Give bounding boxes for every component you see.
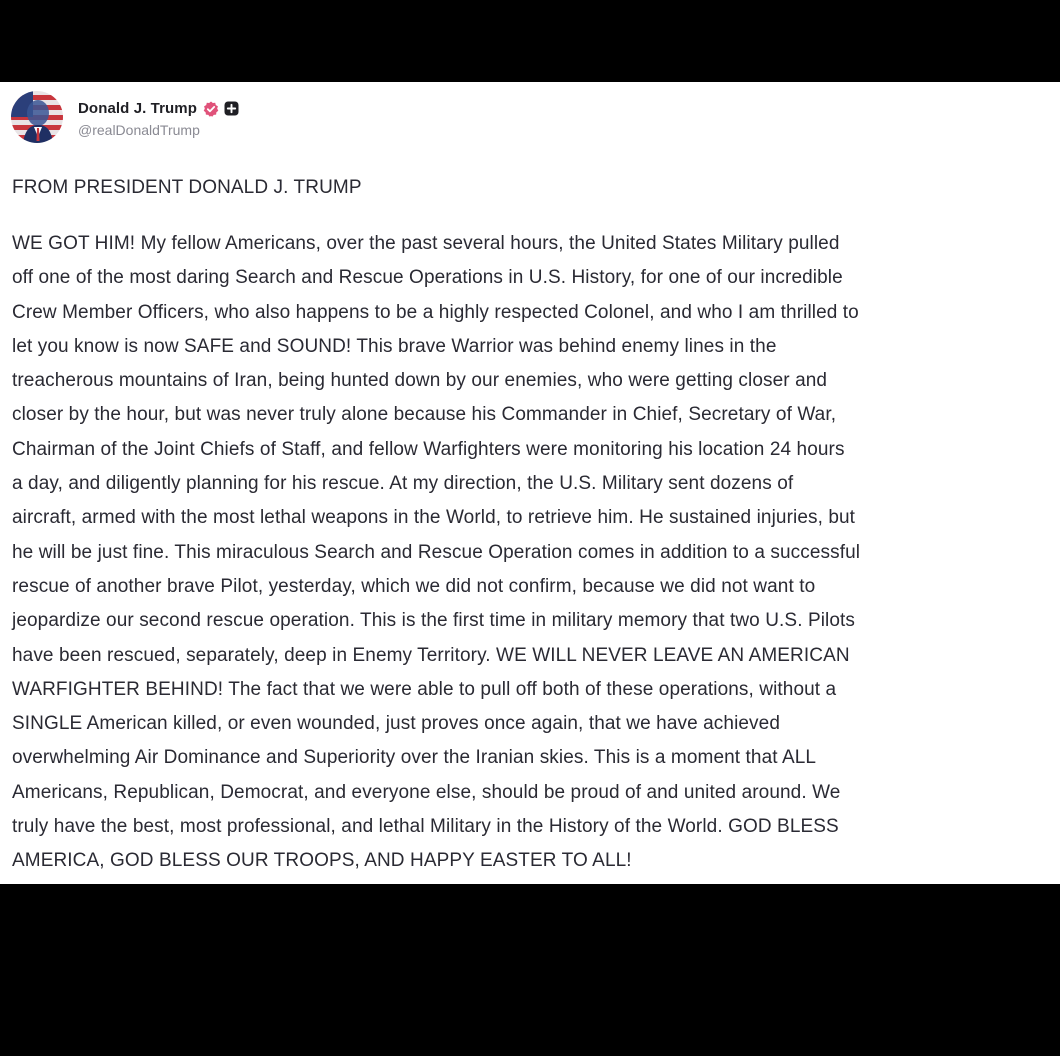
post-body-line: he will be just fine. This miraculous Search and Rescue Operation comes in addition to a successful (12, 541, 861, 563)
post-body-line: a day, and diligently planning for his rescue. At my direction, the U.S. Military sent dozens of (12, 473, 794, 495)
handle[interactable]: @realDonaldTrump (78, 121, 200, 138)
post-body-line: Crew Member Officers, who also happens to be a highly respected Colonel, and who I am thrilled to (12, 301, 859, 323)
post-body-line: rescue of another brave Pilot, yesterday, which we did not confirm, because we did not want to (12, 575, 816, 597)
post-body-line: let you know is now SAFE and SOUND! This brave Warrior was behind enemy lines in the (12, 335, 777, 357)
flag-portrait-avatar-icon (11, 91, 63, 143)
post-body-line: truly have the best, most professional, and lethal Military in the History of the World. GOD BLESS (12, 816, 839, 838)
post-body (12, 227, 1056, 879)
post-body-line: SINGLE American killed, or even wounded, just proves once again, that we have achieved (12, 713, 780, 735)
post-body-line: have been rescued, separately, deep in Enemy Territory. WE WILL NEVER LEAVE AN AMERICAN (12, 644, 850, 666)
post-body-line: Chairman of the Joint Chiefs of Staff, and fellow Warfighters were monitoring his location 24 hours (12, 438, 845, 460)
identity (78, 97, 239, 138)
plus-square-icon[interactable] (224, 101, 239, 116)
avatar[interactable] (11, 91, 63, 143)
post-body-line: AMERICA, GOD BLESS OUR TROOPS, AND HAPPY EASTER TO ALL! (12, 850, 632, 872)
post-body-line: overwhelming Air Dominance and Superiority over the Iranian skies. This is a moment that ALL (12, 747, 817, 769)
post-body-line: off one of the most daring Search and Rescue Operations in U.S. History, for one of our incredible (12, 267, 843, 289)
post-body-line: closer by the hour, but was never truly alone because his Commander in Chief, Secretary of War, (12, 404, 837, 426)
display-name[interactable]: Donald J. Trump (78, 100, 198, 117)
post-body-line: treacherous mountains of Iran, being hunted down by our enemies, who were getting closer and (12, 370, 828, 392)
post-body-line: WE GOT HIM! My fellow Americans, over the past several hours, the United States Military pulled (12, 233, 840, 254)
post-header (11, 90, 239, 144)
post-body-line: Americans, Republican, Democrat, and everyone else, should be proud of and united around. We (12, 781, 841, 803)
post-body-line: jeopardize our second rescue operation. This is the first time in military memory that two U.S. Pilots (12, 610, 856, 632)
verified-badge-icon (203, 101, 219, 117)
name-row (78, 97, 239, 121)
post-body-line: WARFIGHTER BEHIND! The fact that we were able to pull off both of these operations, without a (12, 678, 837, 700)
post-heading: FROM PRESIDENT DONALD J. TRUMP (12, 177, 362, 198)
post-card (0, 82, 1060, 884)
post-body-line: aircraft, armed with the most lethal weapons in the World, to retrieve him. He sustained injuries, but (12, 507, 856, 529)
